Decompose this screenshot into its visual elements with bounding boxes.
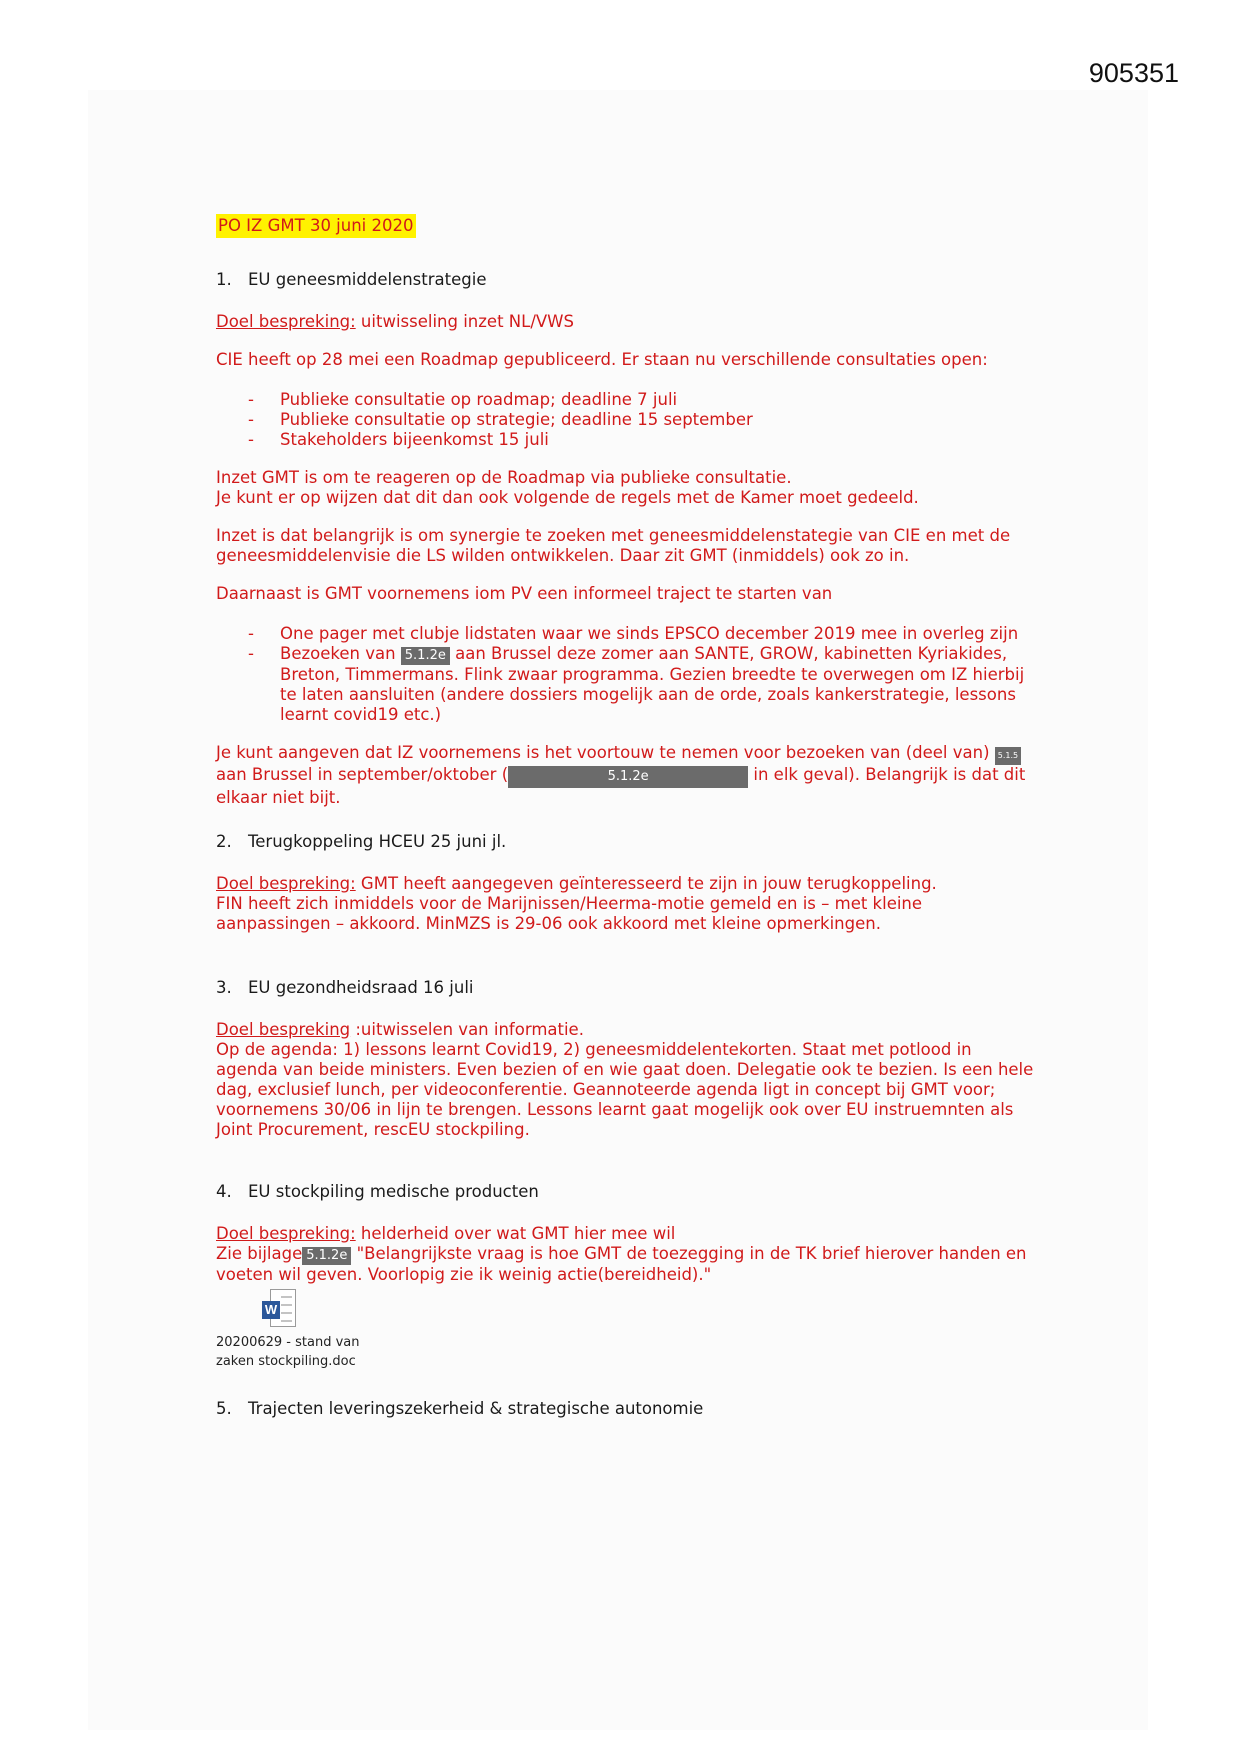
redaction-box: 5.1.5 (995, 747, 1021, 765)
document-body (216, 214, 1036, 1419)
document-title (216, 214, 1036, 238)
section-1-synergie: Inzet is dat belangrijk is om synergie te zoeken met geneesmiddelenstategie van CIE en met de geneesmiddelenvisie die LS wilden ontwikkelen. Daar zit GMT (inmiddels) ook zo in. (216, 526, 1011, 565)
section-3-heading: 3. EU gezondheidsraad 16 juli (216, 978, 474, 997)
attachment-label: 20200629 - stand van zaken stockpiling.doc (216, 1335, 360, 1369)
section-1-heading: 1. EU geneesmiddelenstrategie (216, 270, 487, 289)
redaction-box: 5.1.2e (401, 647, 450, 665)
list-item: - One pager met clubje lidstaten waar we sinds EPSCO december 2019 mee in overleg zijn (248, 624, 1019, 643)
section-1-doel: Doel bespreking: uitwisseling inzet NL/VWS (216, 312, 574, 331)
section-1-voortouw: Je kunt aangeven dat IZ voornemens is het voortouw te nemen voor bezoeken van (deel van) 5.1.5 aan Brussel in september/oktober ( 5.1.2e in elk geval). Belangrijk is dat dit elkaar niet bijt. (216, 743, 1026, 807)
section-1-intro: CIE heeft op 28 mei een Roadmap gepubliceerd. Er staan nu verschillende consultaties open: (216, 350, 988, 369)
title-highlight: PO IZ GMT 30 juni 2020 (216, 214, 416, 238)
redaction-box: 5.1.2e (302, 1247, 351, 1265)
document-number: 905351 (1088, 58, 1179, 88)
section-2-doel: Doel bespreking: GMT heeft aangegeven geïnteresseerd te zijn in jouw terugkoppeling. FIN heeft zich inmiddels voor de Marijnissen/Heerma-motie gemeld en is – met kleine aanpassingen – akkoord. MinMZS is 29-06 ook akkoord met kleine opmerkingen. (216, 874, 937, 933)
list-item: - Publieke consultatie op roadmap; deadline 7 juli (248, 390, 678, 409)
traject-list (216, 624, 1036, 725)
list-item: - Stakeholders bijeenkomst 15 juli (248, 430, 549, 449)
section-4-heading: 4. EU stockpiling medische producten (216, 1182, 539, 1201)
section-3-doel: Doel bespreking :uitwisselen van informatie. Op de agenda: 1) lessons learnt Covid19, 2) geneesmiddelentekorten. Staat met potlood in agenda van beide ministers. Even bezien of en wie gaat doen. Delegatie ook te bezien. Is een hele dag, exclusief lunch, per videoconferentie. Geannoteerde agenda ligt in concept bij GMT voor; voornemens 30/06 in lijn te brengen. Lessons learnt gaat mogelijk ook over EU instruemnten als Joint Procurement, rescEU stockpiling. (216, 1020, 1034, 1139)
list-item: - Bezoeken van 5.1.2e aan Brussel deze zomer aan SANTE, GROW, kabinetten Kyriakides, Breton, Timmermans. Flink zwaar programma. Gezien breedte te overwegen om IZ hierbij te laten aansluiten (andere dossiers mogelijk aan de orde, zoals kankerstrategie, lessons learnt covid19 etc.) (248, 644, 1025, 724)
consultation-list (216, 390, 1036, 450)
list-item: - Publieke consultatie op strategie; deadline 15 september (248, 410, 753, 429)
attachment-stockpiling-doc[interactable] (216, 1289, 366, 1371)
section-1-inzet: Inzet GMT is om te reageren op de Roadmap via publieke consultatie. Je kunt er op wijzen dat dit dan ook volgende de regels met de Kamer moet gedeeld. (216, 468, 919, 507)
redaction-box: 5.1.2e (508, 766, 748, 788)
section-4-doel: Doel bespreking: helderheid over wat GMT hier mee wil Zie bijlage 5.1.2e "Belangrijkste vraag is hoe GMT de toezegging in de TK brief hierover handen en voeten wil geven. Voorlopig zie ik weinig actie(bereidheid)." (216, 1224, 1027, 1284)
section-1-daarnaast: Daarnaast is GMT voornemens iom PV een informeel traject te starten van (216, 584, 833, 603)
word-doc-icon: W (262, 1289, 296, 1327)
section-5-heading: 5. Trajecten leveringszekerheid & strategische autonomie (216, 1399, 704, 1418)
section-2-heading: 2. Terugkoppeling HCEU 25 juni jl. (216, 832, 507, 851)
